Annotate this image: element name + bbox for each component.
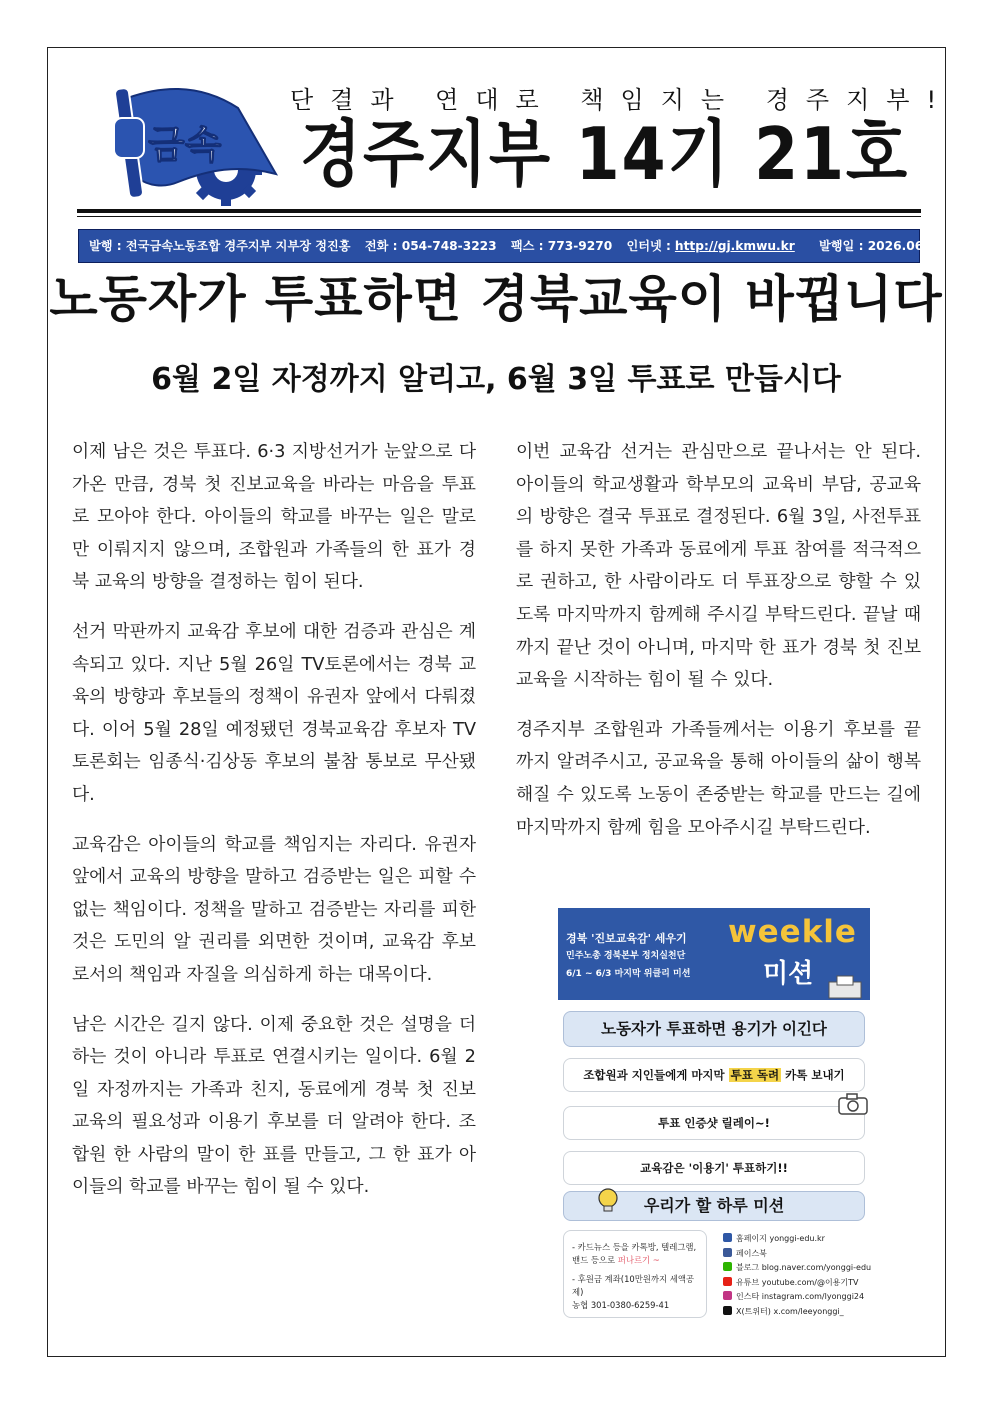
article-column-left	[72, 436, 476, 1204]
subheadline: 6월 2일 자정까지 알리고, 6월 3일 투표로 만듭시다	[151, 362, 841, 397]
volume-title: 경주지부 14기 21호	[300, 112, 909, 196]
youtube-icon	[723, 1277, 732, 1286]
internet-label: 인터넷 :	[626, 239, 671, 253]
publish-date: 발행일 : 2026.06.01.(월)	[819, 239, 973, 253]
task1-post: 카톡 보내기	[781, 1068, 845, 1082]
note-line: - 카드뉴스 등을 카톡방, 텔레그램,	[572, 1242, 697, 1252]
link-facebook[interactable]: 페이스북	[723, 1247, 869, 1262]
phone: 전화 : 054-748-3223	[364, 239, 497, 253]
link-youtube[interactable]: 유튜브 youtube.com/@이용기TV	[723, 1276, 869, 1291]
note-highlight: 퍼나르기 ~	[617, 1255, 660, 1265]
paragraph: 남은 시간은 길지 않다. 이제 중요한 것은 설명을 더하는 것이 아니라 투표로 연결시키는 일이다. 6월 2일 자정까지는 가족과 친지, 동료에게 경북 첫 진보 교육의 필요성과 이용기 후보를 더 알려야 한다. 조합원 한 사람의 말이 한 표를 만들고, 그 한 표가 아이들의 학교를 바꾸는 힘이 될 수 있다.	[72, 1013, 476, 1198]
mission-task-kakao	[563, 1058, 865, 1092]
mission-banner	[558, 908, 870, 1000]
facebook-icon	[723, 1248, 732, 1257]
share-donate-note	[563, 1230, 707, 1318]
blog-icon	[723, 1262, 732, 1271]
mission-wordmark: 미션	[763, 959, 814, 989]
link-blog[interactable]: 블로그 blog.naver.com/yonggi-edu	[723, 1261, 869, 1276]
lightbulb-icon	[596, 1187, 620, 1213]
daily-mission-title: 우리가 할 하루 미션	[563, 1191, 865, 1221]
link-instagram[interactable]: 인스타 instagram.com/lyonggi24	[723, 1290, 869, 1305]
note-line: - 후원금 계좌(10만원까지 세액공제)	[572, 1274, 695, 1297]
slogan-pill: 노동자가 투표하면 용기가 이긴다	[563, 1011, 865, 1047]
social-links	[723, 1232, 872, 1319]
logo-text: 금속	[148, 123, 222, 167]
headline: 노동자가 투표하면 경북교육이 바뀝니다	[49, 270, 943, 328]
union-logo	[108, 78, 278, 206]
mission-task-photo: 투표 인증샷 릴레이~!	[563, 1106, 865, 1140]
header-rule-thin	[77, 216, 921, 217]
task1-highlight: 투표 독려	[730, 1068, 780, 1082]
banner-line-3: 6/1 ~ 6/3 마지막 위클리 미션	[566, 969, 691, 979]
mission-task-vote: 교육감은 '이용기' 투표하기!!	[563, 1151, 865, 1185]
internet-link[interactable]: http://gj.kmwu.kr	[674, 239, 795, 253]
paragraph: 교육감은 아이들의 학교를 책임지는 자리다. 유권자 앞에서 교육의 방향을 말하고 검증받는 일은 피할 수 없는 책임이다. 정책을 말하고 검증받는 자리를 피한 것은 도민의 알 권리를 외면한 것이며, 교육감 후보로서의 책임과 자질을 의심하게 하는 대목이다.	[72, 833, 476, 985]
paragraph: 이제 남은 것은 투표다. 6·3 지방선거가 눈앞으로 다가온 만큼, 경북 첫 진보교육을 바라는 마음을 투표로 모아야 한다. 아이들의 학교를 바꾸는 일은 말로만 이뤄지지 않으며, 조합원과 가족들의 한 표가 경북 교육의 방향을 결정하는 힘이 된다.	[72, 441, 476, 593]
article-column-right	[516, 436, 921, 844]
paragraph: 이번 교육감 선거는 관심만으로 끝나서는 안 된다. 아이들의 학교생활과 학부모의 교육비 부담, 공교육의 방향은 결국 투표로 결정된다. 6월 3일, 사전투표를 하지 못한 가족과 동료에게 투표 참여를 적극적으로 권하고, 한 사람이라도 더 투표장으로 향할 수 있도록 마지막까지 함께해 주시길 부탁드린다. 끝날 때까지 끝난 것이 아니며, 마지막 한 표가 경북 첫 진보교육을 시작하는 힘이 될 수 있다.	[516, 441, 921, 691]
home-icon	[723, 1233, 732, 1242]
x-icon	[723, 1306, 732, 1315]
banner-line-1: 경북 '진보교육감' 세우기	[566, 932, 687, 945]
bank-account: 농협 301-0380-6259-41	[572, 1300, 670, 1310]
camera-icon	[837, 1092, 869, 1116]
note-line: 밴드 등으로	[572, 1255, 618, 1265]
link-home[interactable]: 홈페이지 yonggi-edu.kr	[723, 1232, 869, 1247]
weekle-wordmark: weekle	[728, 914, 857, 950]
paragraph: 선거 막판까지 교육감 후보에 대한 검증과 관심은 계속되고 있다. 지난 5월 26일 TV토론에서는 경북 교육의 방향과 후보들의 정책이 유권자 앞에서 다뤄졌다. 이어 5월 28일 예정됐던 경북교육감 후보자 TV토론회는 임종식·김상동 후보의 불참 통보로 무산됐다.	[72, 620, 476, 805]
publisher: 발행 : 전국금속노동조합 경주지부 지부장 정진홍	[89, 239, 351, 253]
publisher-info-bar	[78, 229, 973, 263]
task1-pre: 조합원과 지인들에게 마지막	[583, 1068, 729, 1082]
banner-line-2: 민주노총 경북본부 정치실천단	[566, 951, 686, 961]
link-x[interactable]: X(트위터) x.com/leeyonggi_	[723, 1305, 869, 1320]
instagram-icon	[723, 1291, 732, 1300]
weekle-mission-graphic	[558, 908, 870, 1323]
ballot-box-icon	[825, 974, 865, 1000]
fax: 팩스 : 773-9270	[510, 239, 613, 253]
slogan: 단결과 연대로 책임지는 경주지부!	[290, 86, 954, 114]
header-rule	[77, 209, 921, 213]
paragraph: 경주지부 조합원과 가족들께서는 이용기 후보를 끝까지 알려주시고, 공교육을 통해 아이들의 삶이 행복해질 수 있도록 노동이 존중받는 학교를 만드는 길에 마지막까지 함께 힘을 모아주시길 부탁드린다.	[516, 718, 921, 838]
